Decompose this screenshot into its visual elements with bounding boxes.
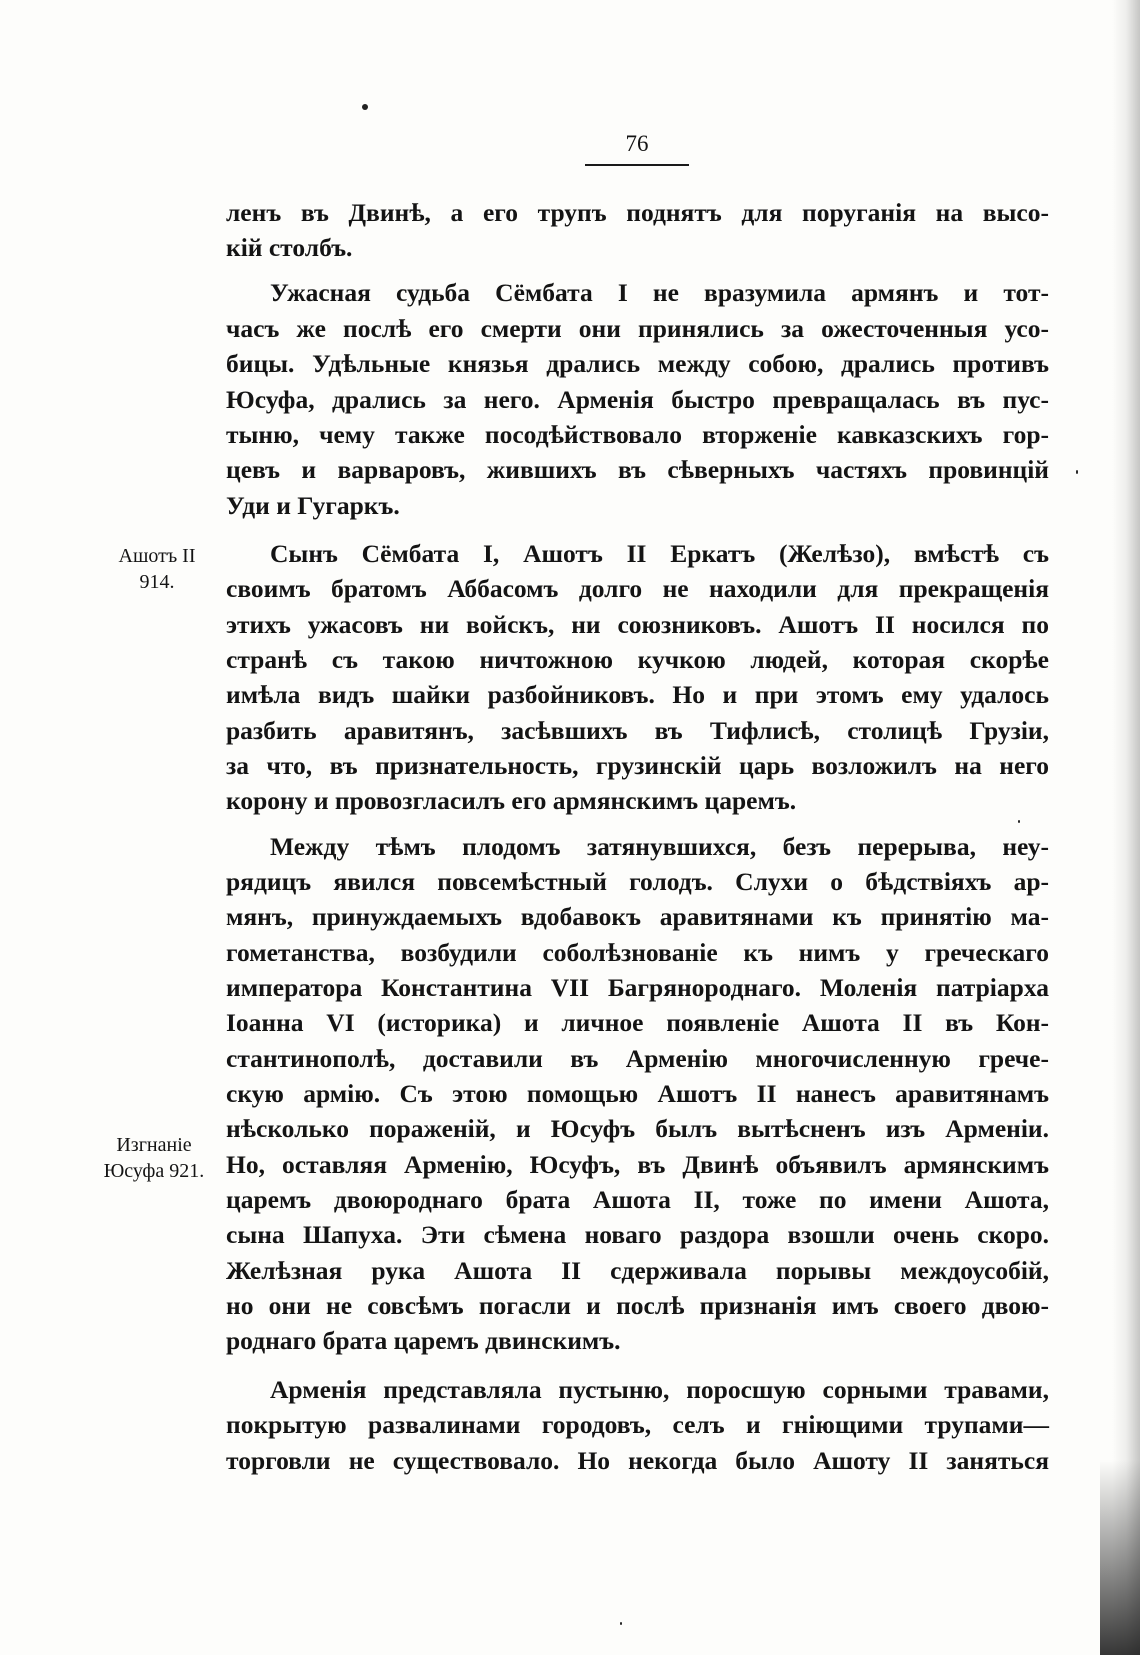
margin-note-line: Ашотъ II [118,545,196,567]
text-line: Но, оставляя Арменію, Юсуфъ, въ Двинѣ объявилъ армянскимъ [226,1150,1049,1179]
text-line: цевъ и варваровъ, жившихъ въ сѣверныхъ частяхъ провинцій [226,455,1049,484]
text-line: Уди и Гугаркъ. [226,491,400,520]
ink-speck [1018,820,1020,823]
text-line: Желѣзная рука Ашота II сдерживала порывы междоусобій, [226,1256,1049,1285]
text-line: ленъ въ Двинѣ, а его трупъ поднятъ для поруганія на высо- [226,198,1049,227]
text-line: торговли не существовало. Но некогда было Ашоту II заняться [226,1446,1049,1475]
margin-note-yusuf [88,1132,220,1184]
page-number: 76 [625,131,649,156]
text-line: роднаго брата царемъ двинскимъ. [226,1326,621,1355]
text-line: своимъ братомъ Аббасомъ долго не находили для прекращенія [226,574,1049,603]
margin-note-line: Юсуфа 921. [103,1160,205,1182]
text-line: но они не совсѣмъ погасли и послѣ признанія имъ своего двою- [226,1291,1049,1320]
margin-note-line: 914. [139,571,175,593]
text-line: стантинополѣ, доставили въ Арменію многочисленную грече- [226,1044,1049,1073]
text-line: Юсуфа, дрались за него. Арменія быстро превращалась въ пус- [226,385,1049,414]
text-line: кій столбъ. [226,233,353,262]
text-line: часъ же послѣ его смерти они принялись за ожесточенныя усо- [226,314,1049,343]
text-line: рядицъ явился повсемѣстный голодъ. Слухи о бѣдствіяхъ ар- [226,867,1049,896]
ink-speck [1076,470,1078,474]
page-number-rule [585,164,689,166]
text-line: Арменія представляла пустыню, поросшую сорными травами, [270,1375,1049,1404]
text-line: Ужасная судьба Сёмбата I не вразумила армянъ и тот- [270,278,1049,307]
page-edge-shadow [1112,0,1140,1655]
ink-speck [620,1622,622,1625]
text-line: сына Шапуха. Эти сѣмена новаго раздора взошли очень скоро. [226,1220,1049,1249]
text-line: странѣ съ такою ничтожною кучкою людей, которая скорѣе [226,645,1049,674]
text-line: тыню, чему также посодѣйствовало вторженіе кавказскихъ гор- [226,420,1049,449]
text-line: Іоанна VI (историка) и личное появленіе Ашота II въ Кон- [226,1008,1049,1037]
margin-note-ashot [98,543,216,595]
text-line: гометанства, возбудили соболѣзнованіе къ нимъ у греческаго [226,938,1049,967]
text-line: разбить аравитянъ, засѣвшихъ въ Тифлисѣ, столицѣ Грузіи, [226,716,1049,745]
text-line: за что, въ признательность, грузинскій царь возложилъ на него [226,751,1049,780]
ink-speck [362,104,368,110]
text-line: нѣсколько пораженій, и Юсуфъ былъ вытѣсненъ изъ Арменіи. [226,1114,1049,1143]
text-line: Сынъ Сёмбата I, Ашотъ II Еркатъ (Желѣзо), вмѣстѣ съ [270,539,1049,568]
text-line: этихъ ужасовъ ни войскъ, ни союзниковъ. Ашотъ II носился по [226,610,1049,639]
text-line: Между тѣмъ плодомъ затянувшихся, безъ перерыва, неу- [270,832,1049,861]
text-line: имѣла видъ шайки разбойниковъ. Но и при этомъ ему удалось [226,680,1049,709]
text-line: императора Константина VII Багрянороднаго. Моленія патріарха [226,973,1049,1002]
text-line: бицы. Удѣльные князья дрались между собою, дрались противъ [226,349,1049,378]
text-line: царемъ двоюроднаго брата Ашота II, тоже по имени Ашота, [226,1185,1049,1214]
text-line: скую армію. Съ этою помощью Ашотъ II нанесъ аравитянамъ [226,1079,1049,1108]
text-line: мянъ, принуждаемыхъ вдобавокъ аравитянами къ принятію ма- [226,902,1049,931]
page-edge-ink [1100,1460,1140,1655]
margin-note-line: Изгнаніе [116,1134,192,1156]
text-line: покрытую развалинами городовъ, селъ и гніющими трупами— [226,1410,1049,1439]
text-line: корону и провозгласилъ его армянскимъ царемъ. [226,786,797,815]
